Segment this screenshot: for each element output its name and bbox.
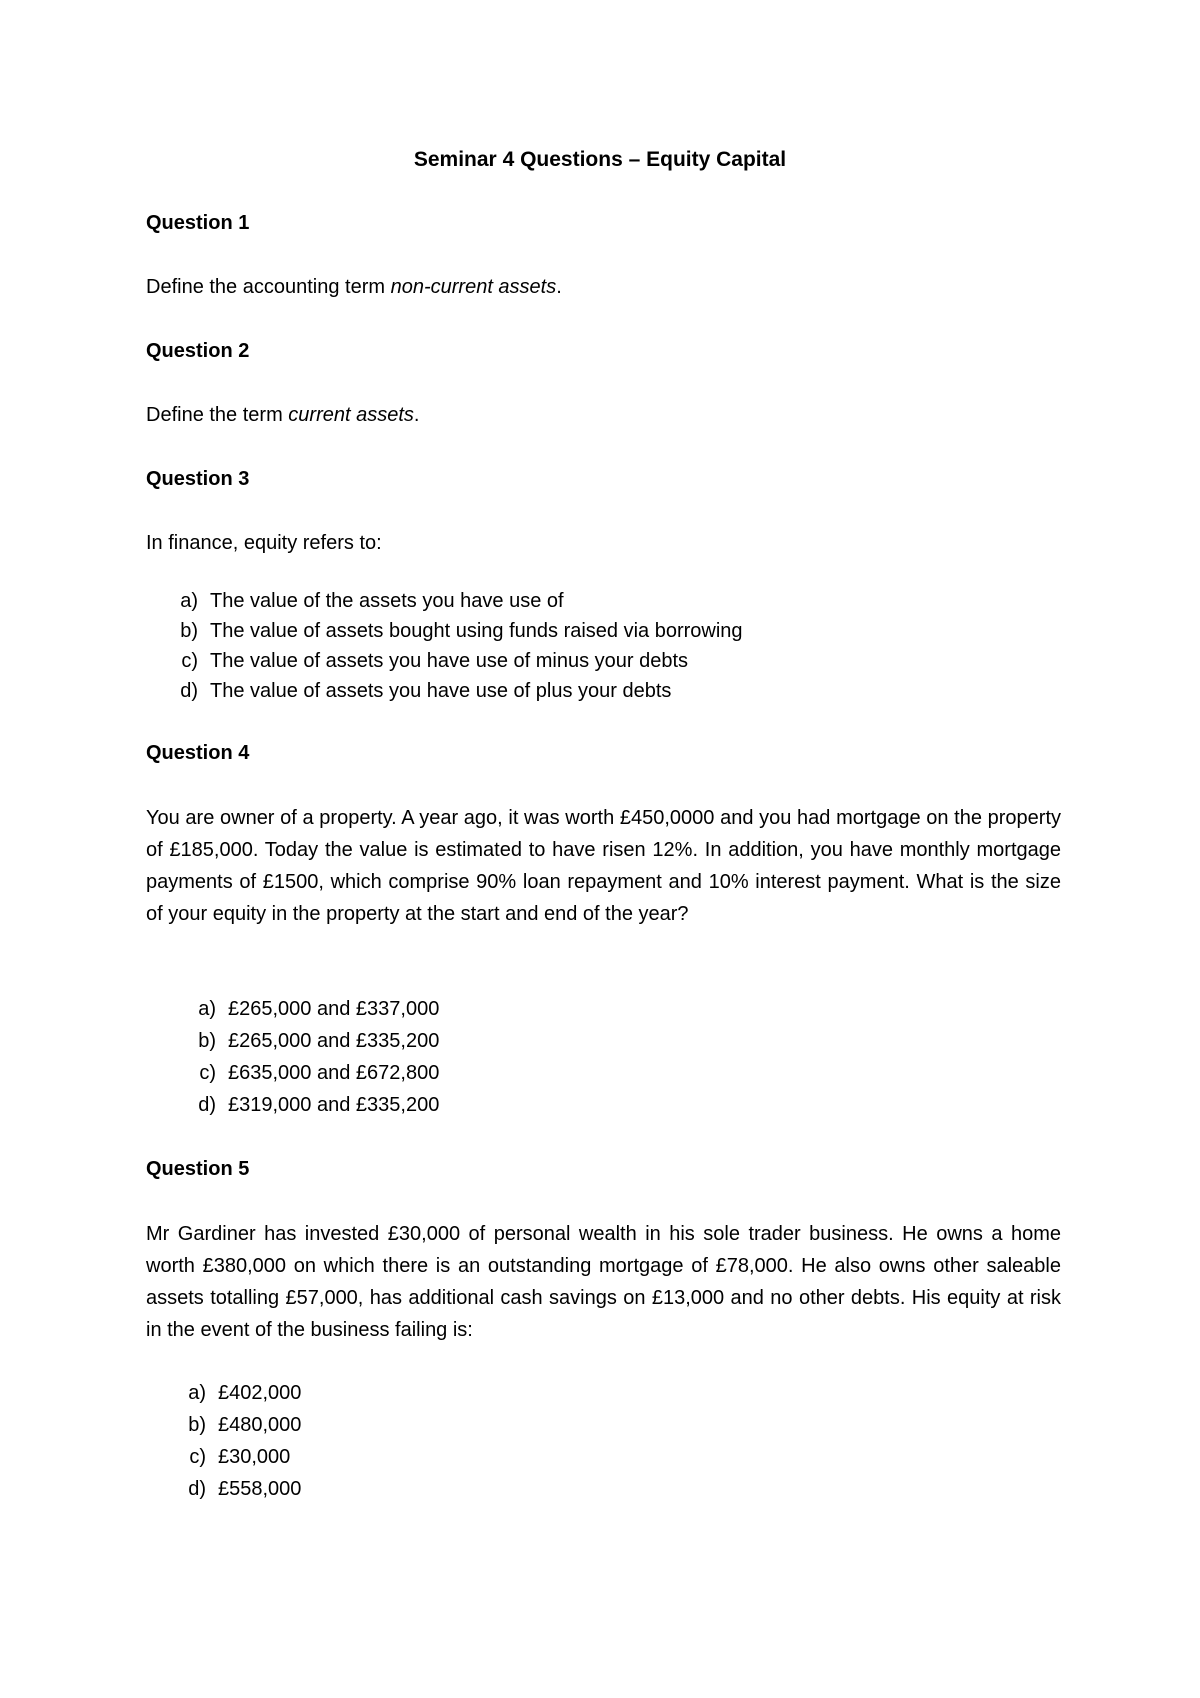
option-label: b) <box>188 1414 206 1436</box>
option-text: The value of assets bought using funds raised via borrowing <box>210 620 743 642</box>
question-5-heading: Question 5 <box>146 1158 250 1180</box>
question-4-option-b <box>180 1030 439 1053</box>
option-label: a) <box>198 998 216 1020</box>
question-4-option-d <box>180 1094 439 1117</box>
option-text: £30,000 <box>218 1446 291 1468</box>
option-label: a) <box>180 590 198 612</box>
option-label: b) <box>198 1030 216 1052</box>
question-1-term: non-current assets <box>390 276 557 298</box>
option-label: c) <box>189 1446 206 1468</box>
question-5-option-c <box>170 1446 290 1469</box>
option-label: d) <box>180 680 198 702</box>
question-3-option-c <box>162 650 688 673</box>
option-text: £402,000 <box>218 1382 302 1404</box>
question-2-text <box>146 404 419 427</box>
option-label: d) <box>198 1094 216 1116</box>
option-text: £265,000 and £335,200 <box>228 1030 440 1052</box>
question-4-heading: Question 4 <box>146 742 250 764</box>
document-title: Seminar 4 Questions – Equity Capital <box>413 148 787 171</box>
option-text: The value of the assets you have use of <box>210 590 564 612</box>
question-2-text-prefix: Define the term <box>146 404 289 426</box>
option-label: c) <box>181 650 198 672</box>
option-label: b) <box>180 620 198 642</box>
question-3-option-a <box>162 590 564 613</box>
question-1-text <box>146 276 562 299</box>
option-text: £558,000 <box>218 1478 302 1500</box>
question-4-option-a <box>180 998 439 1021</box>
question-1-heading: Question 1 <box>146 212 250 234</box>
question-3-heading: Question 3 <box>146 468 250 490</box>
question-5-option-d <box>170 1478 301 1501</box>
option-text: £265,000 and £337,000 <box>228 998 440 1020</box>
option-text: The value of assets you have use of plus your debts <box>210 680 672 702</box>
question-3-option-b <box>162 620 743 643</box>
option-text: £319,000 and £335,200 <box>228 1094 440 1116</box>
question-2-heading: Question 2 <box>146 340 250 362</box>
question-3-option-d <box>162 680 671 703</box>
question-5-option-b <box>170 1414 301 1437</box>
option-label: a) <box>188 1382 206 1404</box>
question-5-option-a <box>170 1382 301 1405</box>
option-text: The value of assets you have use of minus your debts <box>210 650 689 672</box>
question-4-option-c <box>180 1062 439 1085</box>
question-1-text-prefix: Define the accounting term <box>146 276 391 298</box>
question-3-text: In finance, equity refers to: <box>146 532 382 554</box>
option-text: £480,000 <box>218 1414 302 1436</box>
question-1-text-suffix: . <box>556 276 562 298</box>
option-text: £635,000 and £672,800 <box>228 1062 440 1084</box>
question-5-text: Mr Gardiner has invested £30,000 of personal wealth in his sole trader business. He owns a home worth £380,000 on which there is an outstanding mortgage of £78,000. He also owns other saleable assets totalling £57,000, has additional cash savings on £13,000 and no other debts. His equity at risk in the event of the business failing is: <box>146 1223 1061 1341</box>
question-2-term: current assets <box>288 404 414 426</box>
option-label: c) <box>199 1062 216 1084</box>
question-4-text: You are owner of a property. A year ago, it was worth £450,0000 and you had mortgage on the property of £185,000. Today the value is estimated to have risen 12%. In addition, you have monthly mortgage payments of £1500, which comprise 90% loan repayment and 10% interest payment. What is the size of your equity in the property at the start and end of the year? <box>146 807 1061 925</box>
question-2-text-suffix: . <box>413 404 420 426</box>
option-label: d) <box>188 1478 206 1500</box>
